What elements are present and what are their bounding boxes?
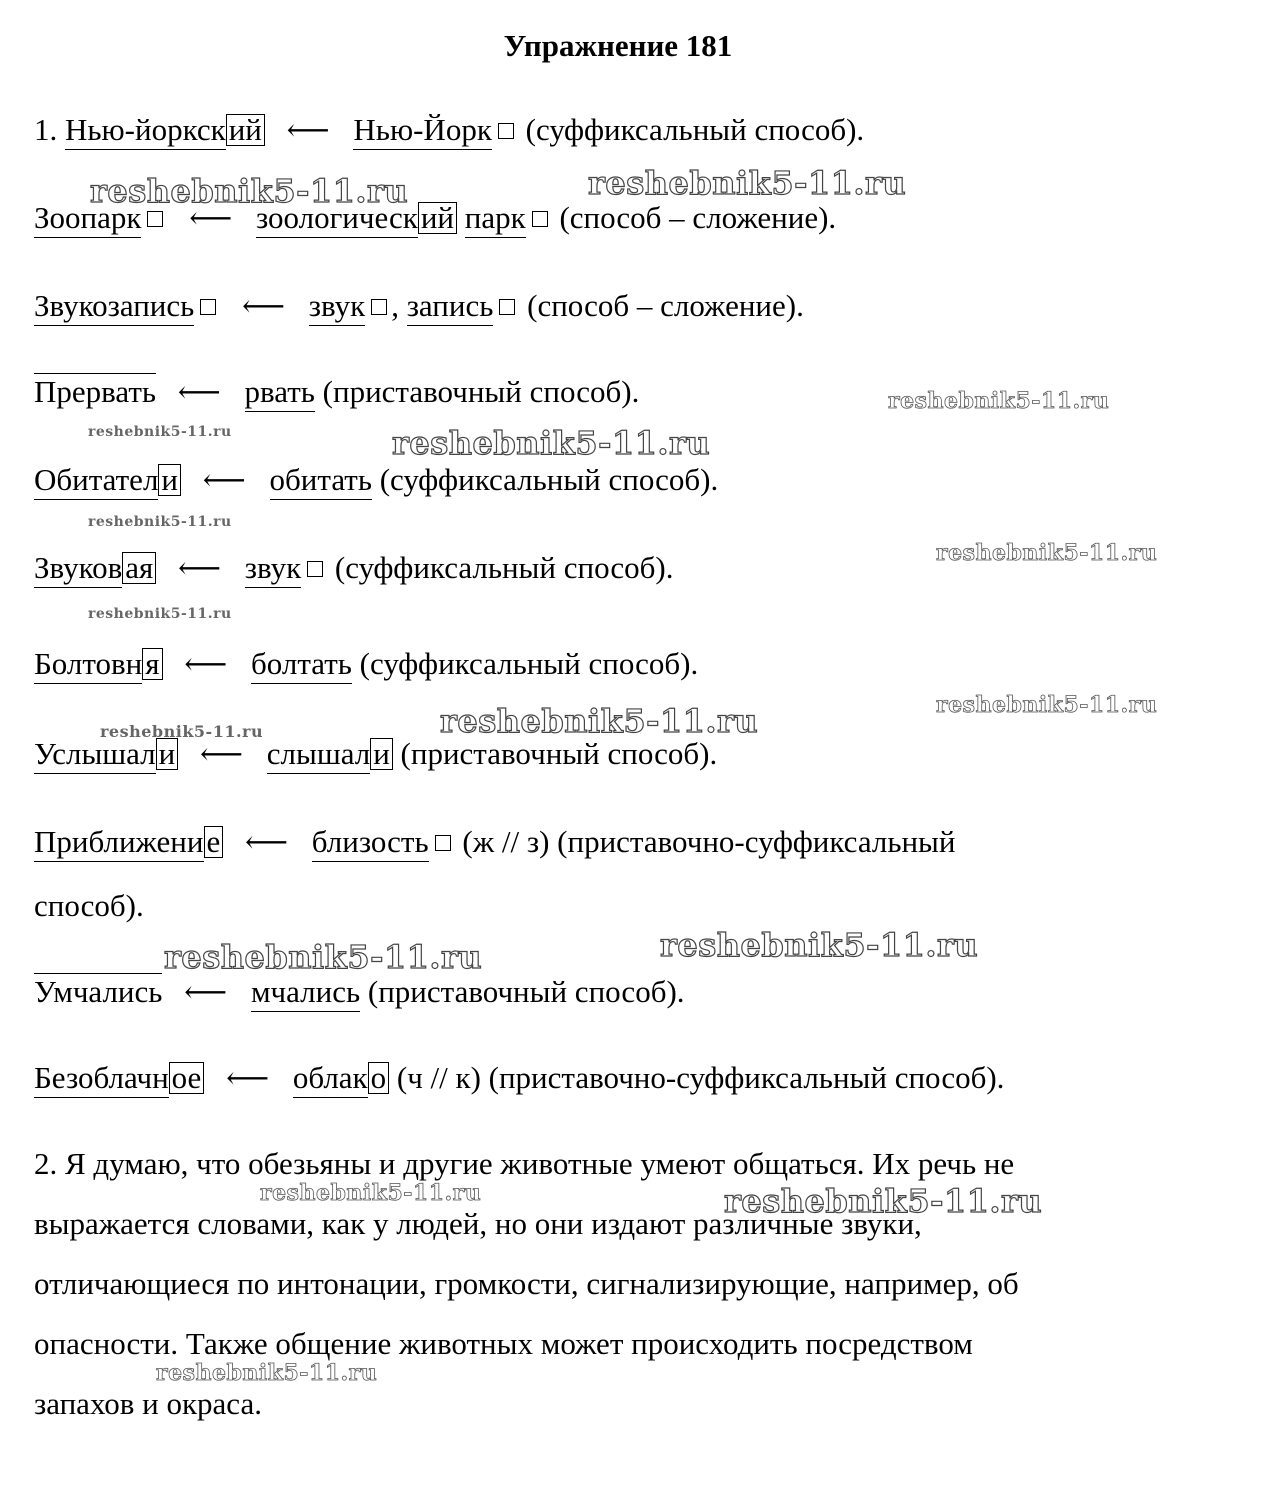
word-base: Обитател bbox=[34, 462, 158, 500]
word-ending: ое bbox=[169, 1062, 205, 1094]
derivation-arrow: ⟵ bbox=[177, 376, 221, 409]
zero-ending-box bbox=[371, 299, 387, 315]
paragraph-line: опасности. Также общение животных может происходить посредством bbox=[34, 1326, 973, 1361]
answer-paragraph bbox=[34, 1134, 1214, 1434]
word-line-11 bbox=[34, 1060, 1004, 1097]
watermark: reshebnik5-11.ru bbox=[660, 926, 979, 964]
derivation-arrow: ⟵ bbox=[242, 290, 286, 323]
source-word: мчались bbox=[251, 974, 360, 1012]
source-base: слышал bbox=[267, 736, 370, 774]
watermark: reshebnik5-11.ru bbox=[724, 1182, 1043, 1220]
watermark: reshebnik5-11.ru bbox=[936, 692, 1158, 718]
method-note: (суффиксальный способ). bbox=[379, 462, 719, 497]
zero-ending-box bbox=[532, 211, 548, 227]
derivation-arrow: ⟵ bbox=[202, 464, 246, 497]
method-note: (суффиксальный способ). bbox=[334, 550, 674, 585]
derivation-arrow: ⟵ bbox=[226, 1062, 270, 1095]
method-note: (способ – сложение). bbox=[559, 200, 837, 235]
derivation-arrow: ⟵ bbox=[184, 648, 228, 681]
word-line-2 bbox=[34, 200, 836, 237]
paragraph-line: запахов и окраса. bbox=[34, 1386, 262, 1421]
zero-ending-box bbox=[200, 299, 216, 315]
page-title: Упражнение 181 bbox=[503, 28, 733, 63]
derivation-arrow: ⟵ bbox=[184, 976, 228, 1009]
paragraph-line: выражается словами, как у людей, но они издают различные звуки, bbox=[34, 1206, 922, 1241]
word-ending: я bbox=[142, 648, 162, 680]
paragraph-line: 2. Я думаю, что обезьяны и другие животные умеют общаться. Их речь не bbox=[34, 1146, 1015, 1181]
word-line-4 bbox=[34, 374, 639, 411]
paragraph-line: отличающиеся по интонации, громкости, сигнализирующие, например, об bbox=[34, 1266, 1019, 1301]
source-word: звук bbox=[245, 550, 301, 588]
source-word-b: парк bbox=[465, 200, 526, 238]
method-note: (приставочный способ). bbox=[400, 736, 718, 771]
source-word: Нью-Йорк bbox=[353, 112, 491, 150]
word: Звукозапись bbox=[34, 288, 194, 326]
word-line-1 bbox=[34, 112, 864, 149]
derivation-arrow: ⟵ bbox=[286, 114, 330, 147]
source-ending: и bbox=[370, 738, 393, 770]
watermark: reshebnik5-11.ru bbox=[588, 164, 907, 202]
watermark: reshebnik5-11.ru bbox=[392, 424, 711, 462]
word-ending: и bbox=[158, 464, 181, 496]
word-line-7 bbox=[34, 646, 698, 683]
source-base: облак bbox=[293, 1060, 368, 1098]
watermark: reshebnik5-11.ru bbox=[88, 514, 232, 530]
word: Прервать bbox=[34, 374, 157, 409]
derivation-arrow: ⟵ bbox=[200, 738, 244, 771]
word-base: Болтовн bbox=[34, 646, 142, 684]
method-note: (способ – сложение). bbox=[527, 288, 804, 323]
word-ending: е bbox=[204, 826, 224, 858]
method-note: (суффиксальный способ). bbox=[525, 112, 865, 147]
word-line-8 bbox=[34, 736, 717, 773]
watermark: reshebnik5-11.ru bbox=[90, 172, 409, 210]
source-word: обитать bbox=[270, 462, 372, 500]
watermark: reshebnik5-11.ru bbox=[440, 702, 759, 740]
source-word-a: зоологическ bbox=[256, 200, 418, 238]
derivation-arrow: ⟵ bbox=[189, 202, 233, 235]
word-base: Приближени bbox=[34, 824, 204, 862]
source-ending: о bbox=[368, 1062, 390, 1094]
watermark: reshebnik5-11.ru bbox=[164, 938, 483, 976]
derivation-arrow: ⟵ bbox=[178, 552, 222, 585]
word-line-5 bbox=[34, 462, 718, 499]
word: Зоопарк bbox=[34, 200, 141, 238]
source-word-b: запись bbox=[407, 288, 494, 326]
word-base: Звуков bbox=[34, 550, 122, 588]
word-base: Безоблачн bbox=[34, 1060, 169, 1098]
word-line-9 bbox=[34, 824, 955, 861]
word-line-10 bbox=[34, 974, 685, 1011]
watermark: reshebnik5-11.ru bbox=[156, 1360, 378, 1386]
source-word-a: звук bbox=[309, 288, 365, 326]
word-line-6 bbox=[34, 550, 673, 587]
method-note: (приставочный способ). bbox=[367, 974, 685, 1009]
word-base: Услышал bbox=[34, 736, 156, 774]
source-ending: ий bbox=[418, 202, 457, 234]
zero-ending-box bbox=[307, 561, 323, 577]
zero-ending-box bbox=[147, 211, 163, 227]
method-note: (ж // з) (приставочно-суффиксальный bbox=[462, 824, 956, 859]
watermark: reshebnik5-11.ru bbox=[88, 424, 232, 440]
watermark: reshebnik5-11.ru bbox=[936, 540, 1158, 566]
word-line-9-continuation: способ). bbox=[34, 888, 144, 923]
watermark: reshebnik5-11.ru bbox=[88, 606, 232, 622]
word-ending: ая bbox=[122, 552, 156, 584]
source-word: рвать bbox=[245, 374, 315, 412]
source-word: близость bbox=[312, 824, 429, 862]
source-word: болтать bbox=[251, 646, 352, 684]
watermark: reshebnik5-11.ru bbox=[888, 388, 1110, 414]
zero-ending-box bbox=[499, 299, 515, 315]
zero-ending-box bbox=[498, 123, 514, 139]
watermark: reshebnik5-11.ru bbox=[260, 1180, 482, 1206]
zero-ending-box bbox=[435, 835, 451, 851]
method-note: (приставочный способ). bbox=[322, 374, 640, 409]
word: Умчались bbox=[34, 974, 163, 1009]
word-ending: ий bbox=[226, 114, 265, 146]
word-ending: и bbox=[156, 738, 179, 770]
method-note: (ч // к) (приставочно-суффиксальный способ). bbox=[396, 1060, 1005, 1095]
derivation-arrow: ⟵ bbox=[245, 826, 289, 859]
watermark: reshebnik5-11.ru bbox=[100, 722, 264, 741]
method-note: (суффиксальный способ). bbox=[359, 646, 699, 681]
item-number: 1. bbox=[34, 112, 65, 147]
word-base: Нью-йоркск bbox=[65, 112, 226, 150]
word-line-3: Звукозапись ⟵ звук , запись (способ – сложение). bbox=[34, 288, 804, 325]
